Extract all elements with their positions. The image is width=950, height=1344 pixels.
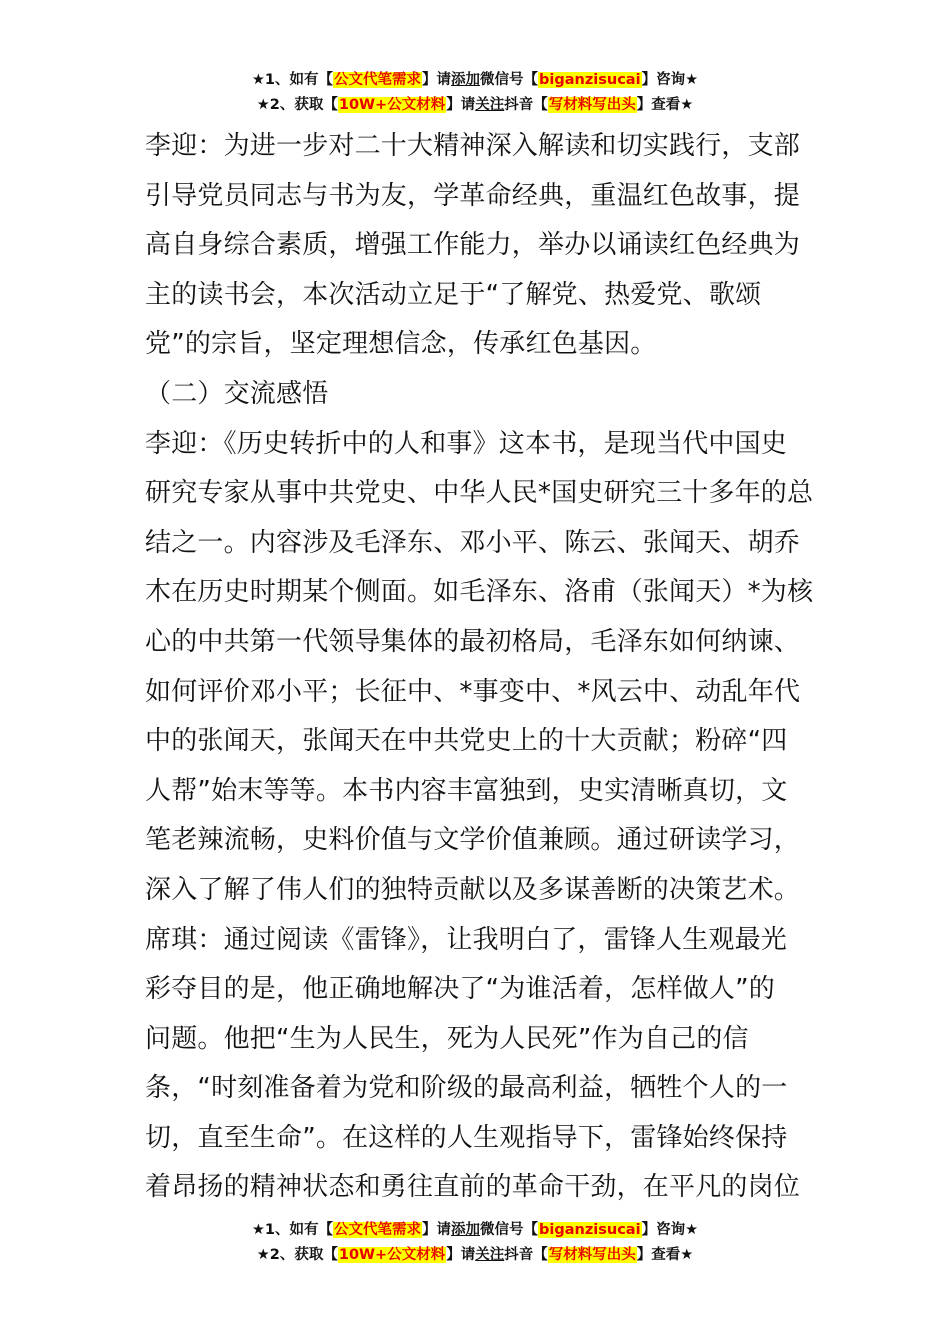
highlight-materials: 10W+公文材料	[338, 97, 446, 113]
highlight-douyin: 写材料写出头	[548, 97, 636, 113]
text-line: 李迎：为进一步对二十大精神深入解读和切实践行，支部	[145, 131, 801, 161]
banner-line-2	[0, 1243, 950, 1268]
text-line: 彩夺目的是，他正确地解决了“为谁活着，怎样做人”的	[145, 974, 775, 1005]
banner-text: 抖音【	[504, 1247, 548, 1263]
text-line: 结之一。内容涉及毛泽东、邓小平、陈云、张闻天、胡乔	[145, 527, 801, 558]
section-heading: （二）交流感悟	[145, 378, 329, 409]
banner-underlined: 添加	[451, 1222, 481, 1238]
text-line: 条，“时刻准备着为党和阶级的最高利益，牺牲个人的一	[145, 1073, 788, 1104]
banner-underlined: 关注	[475, 1247, 505, 1263]
text-line: 研究专家从事中共党史、中华人民*国史研究三十多年的总	[145, 478, 814, 509]
banner-line-2	[0, 93, 950, 118]
banner-text: ★2、获取【	[256, 1247, 338, 1263]
banner-line-1	[0, 68, 950, 93]
banner-text: 】请	[446, 1247, 476, 1263]
text-line: 深入了解了伟人们的独特贡献以及多谋善断的决策艺术。	[145, 874, 801, 905]
highlight-ghostwriting: 公文代笔需求	[334, 72, 422, 88]
banner-text: 】请	[422, 1222, 452, 1238]
highlight-wechat-id: biganzisucai	[539, 72, 641, 88]
highlight-ghostwriting: 公文代笔需求	[334, 1222, 422, 1238]
highlight-materials: 10W+公文材料	[338, 1247, 446, 1263]
banner-text: 】请	[446, 97, 476, 113]
text-line: 李迎：《历史转折中的人和事》这本书，是现当代中国史	[145, 428, 788, 459]
banner-text: 】咨询★	[641, 72, 699, 88]
text-line: 问题。他把“生为人民生，死为人民死”作为自己的信	[145, 1023, 749, 1054]
text-line: 如何评价邓小平；长征中、*事变中、*风云中、动乱年代	[145, 676, 801, 707]
banner-text: 抖音【	[504, 97, 548, 113]
text-line: 心的中共第一代领导集体的最初格局，毛泽东如何纳谏、	[145, 626, 801, 657]
document-body	[145, 122, 814, 1213]
banner-text: 】查看★	[636, 97, 694, 113]
banner-text: 】咨询★	[641, 1222, 699, 1238]
banner-text: 】请	[422, 72, 452, 88]
text-line: 引导党员同志与书为友，学革命经典，重温红色故事，提	[145, 180, 801, 211]
text-line: 着昂扬的精神状态和勇往直前的革命干劲，在平凡的岗位	[145, 1172, 801, 1203]
text-line: 木在历史时期某个侧面。如毛泽东、洛甫（张闻天）*为核	[145, 577, 814, 608]
banner-text: ★2、获取【	[256, 97, 338, 113]
text-line: 切，直至生命”。在这样的人生观指导下，雷锋始终保持	[145, 1122, 788, 1153]
bottom-banner	[0, 1218, 950, 1268]
text-line: 党”的宗旨，坚定理想信念，传承红色基因。	[145, 329, 657, 360]
banner-underlined: 添加	[451, 72, 481, 88]
text-line: 高自身综合素质，增强工作能力，举办以诵读红色经典为	[145, 230, 801, 261]
banner-line-1	[0, 1218, 950, 1243]
banner-text: 】查看★	[636, 1247, 694, 1263]
top-banner	[0, 68, 950, 118]
banner-text: ★1、如有【	[251, 72, 334, 88]
text-line: 主的读书会，本次活动立足于“了解党、热爱党、歌颂	[145, 279, 762, 310]
text-line: 中的张闻天，张闻天在中共党史上的十大贡献；粉碎“四	[145, 726, 788, 757]
banner-text: ★1、如有【	[251, 1222, 334, 1238]
text-line: 席琪：通过阅读《雷锋》，让我明白了，雷锋人生观最光	[145, 924, 788, 955]
text-line: 人帮”始末等等。本书内容丰富独到，史实清晰真切，文	[145, 775, 788, 806]
banner-text: 微信号【	[480, 72, 539, 88]
banner-text: 微信号【	[480, 1222, 539, 1238]
highlight-wechat-id: biganzisucai	[539, 1222, 641, 1238]
banner-underlined: 关注	[475, 97, 505, 113]
text-line: 笔老辣流畅，史料价值与文学价值兼顾。通过研读学习，	[145, 825, 801, 856]
highlight-douyin: 写材料写出头	[548, 1247, 636, 1263]
